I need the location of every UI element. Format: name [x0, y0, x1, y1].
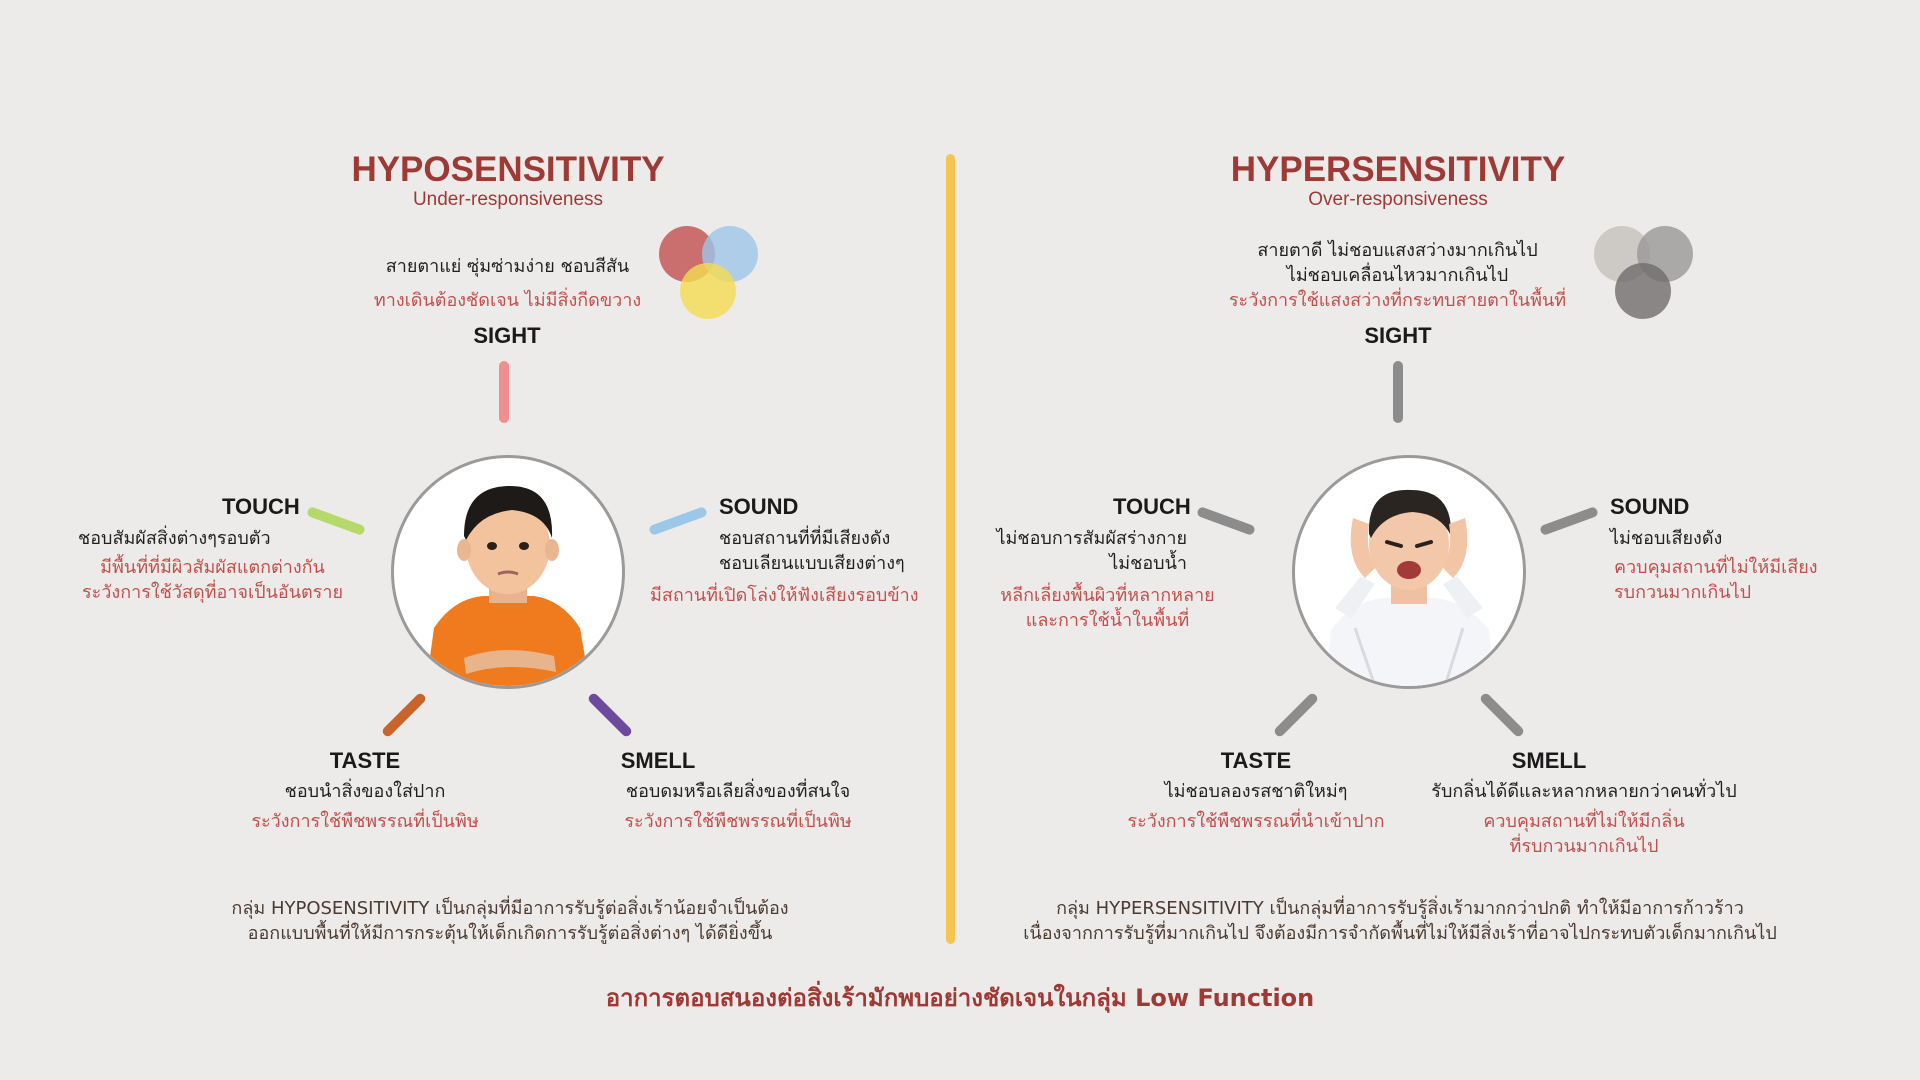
hyper-taste-advice: ระวังการใช้พืชพรรณที่นำเข้าปาก: [1127, 811, 1385, 832]
hyper-smell-label: SMELL: [1511, 748, 1587, 773]
hyper-sound-tick: [1539, 506, 1599, 536]
hypo-smell-tick: [587, 692, 634, 739]
hypo-smell-advice: ระวังการใช้พืชพรรณที่เป็นพิษ: [624, 811, 852, 832]
hyper-sound-advice-2: รบกวนมากเกินไป: [1614, 582, 1752, 603]
hypo-sight-tick: [499, 361, 509, 423]
hypo-taste-advice: ระวังการใช้พืชพรรณที่เป็นพิษ: [251, 811, 479, 832]
hypo-smell-desc: ชอบดมหรือเลียสิ่งของที่สนใจ: [625, 781, 851, 802]
hypo-sight-desc: สายตาแย่ ซุ่มซ่ามง่าย ชอบสีสัน: [385, 256, 630, 277]
hyper-title: HYPERSENSITIVITY: [1230, 150, 1566, 189]
hyper-sound-desc: ไม่ชอบเสียงดัง: [1610, 528, 1723, 549]
venn-circle-dark-gray: [1615, 263, 1671, 319]
hyper-sound-label: SOUND: [1610, 494, 1690, 519]
hyper-taste-tick: [1273, 692, 1320, 739]
hyper-sight-label: SIGHT: [1364, 323, 1432, 348]
hypo-sound-label: SOUND: [719, 494, 799, 519]
hyper-touch-tick: [1196, 506, 1256, 536]
hypo-touch-label: TOUCH: [222, 494, 300, 519]
hyper-smell-tick: [1479, 692, 1526, 739]
hyper-touch-advice-2: และการใช้น้ำในพื้นที่: [1025, 610, 1190, 631]
hypo-sight-advice: ทางเดินต้องชัดเจน ไม่มีสิ่งกีดขวาง: [373, 290, 642, 311]
hypo-touch-advice-2: ระวังการใช้วัสดุที่อาจเป็นอันตราย: [81, 582, 344, 603]
hypo-sight-label: SIGHT: [473, 323, 541, 348]
hypo-sound-desc-2: ชอบเลียนแบบเสียงต่างๆ: [719, 553, 905, 574]
hypo-sound-desc-1: ชอบสถานที่ที่มีเสียงดัง: [719, 528, 891, 549]
center-divider: [946, 154, 955, 944]
hyper-taste-desc: ไม่ชอบลองรสชาติใหม่ๆ: [1164, 781, 1348, 802]
hyper-subtitle: Over-responsiveness: [1308, 189, 1488, 210]
hypo-taste-desc: ชอบนำสิ่งของใส่ปาก: [284, 781, 446, 802]
hyper-child-portrait: [1292, 455, 1526, 689]
hyper-touch-desc-1: ไม่ชอบการสัมผัสร่างกาย: [996, 528, 1187, 549]
hyper-smell-desc: รับกลิ่นได้ดีและหลากหลายกว่าคนทั่วไป: [1431, 781, 1737, 802]
hypo-smell-label: SMELL: [620, 748, 696, 773]
hyper-sight-desc-1: สายตาดี ไม่ชอบแสงสว่างมากเกินไป: [1257, 240, 1538, 261]
hyper-smell-advice-1: ควบคุมสถานที่ไม่ให้มีกลิ่น: [1483, 811, 1685, 832]
hyper-touch-desc-2: ไม่ชอบน้ำ: [1109, 553, 1187, 574]
hypo-summary-2: ออกแบบพื้นที่ให้มีการกระตุ้นให้เด็กเกิดการรับรู้ต่อสิ่งต่างๆ ได้ดียิ่งขึ้น: [247, 923, 773, 944]
hyper-smell-advice-2: ที่รบกวนมากเกินไป: [1509, 836, 1659, 857]
hypo-taste-tick: [381, 692, 428, 739]
hyper-summary-2: เนื่องจากการรับรู้ที่มากเกินไป จึงต้องมีการจำกัดพื้นที่ไม่ให้มีสิ่งเร้าที่อาจไปกระทบตัวเด็กมากเกินไป: [1023, 923, 1777, 944]
distressed-child-illustration: [1295, 458, 1523, 686]
footer-caption: อาการตอบสนองต่อสิ่งเร้ามักพบอย่างชัดเจนในกลุ่ม Low Function: [605, 984, 1315, 1012]
hyper-sight-tick: [1393, 361, 1403, 423]
hypo-touch-tick: [306, 506, 366, 536]
hyper-summary-1: กลุ่ม HYPERSENSITIVITY เป็นกลุ่มที่อาการรับรู้สิ่งเร้ามากกว่าปกติ ทำให้มีอาการก้าวร้าว: [1056, 898, 1744, 919]
hypo-subtitle: Under-responsiveness: [412, 189, 604, 210]
hypo-touch-desc: ชอบสัมผัสสิ่งต่างๆรอบตัว: [78, 528, 271, 549]
hypo-summary-1: กลุ่ม HYPOSENSITIVITY เป็นกลุ่มที่มีอาการรับรู้ต่อสิ่งเร้าน้อยจำเป็นต้อง: [231, 898, 789, 919]
hyper-sight-desc-2: ไม่ชอบเคลื่อนไหวมากเกินไป: [1286, 265, 1509, 286]
hyper-sound-advice-1: ควบคุมสถานที่ไม่ให้มีเสียง: [1614, 557, 1818, 578]
hypo-touch-advice-1: มีพื้นที่ที่มีผิวสัมผัสแตกต่างกัน: [100, 557, 325, 578]
hypo-title: HYPOSENSITIVITY: [351, 150, 665, 189]
hyper-touch-label: TOUCH: [1113, 494, 1191, 519]
hyper-sight-advice: ระวังการใช้แสงสว่างที่กระทบสายตาในพื้นที่: [1228, 290, 1567, 311]
hyper-touch-advice-1: หลีกเลี่ยงพื้นผิวที่หลากหลาย: [1000, 585, 1215, 606]
hypo-sound-tick: [648, 506, 708, 536]
hypo-taste-label: TASTE: [329, 748, 401, 773]
hypo-child-portrait: [391, 455, 625, 689]
hypo-sound-advice: มีสถานที่เปิดโล่งให้ฟังเสียงรอบข้าง: [650, 585, 919, 606]
calm-child-illustration: [394, 458, 622, 686]
hyper-taste-label: TASTE: [1220, 748, 1292, 773]
